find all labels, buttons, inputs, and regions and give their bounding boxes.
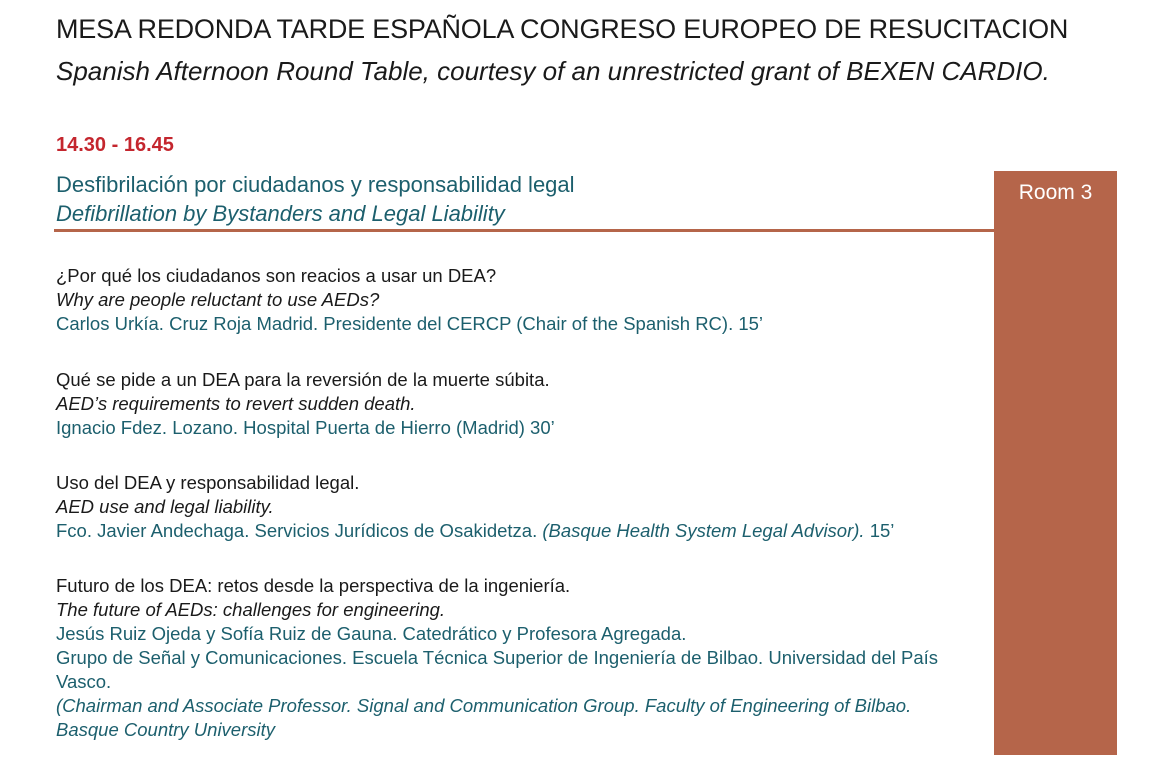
talk-item — [56, 264, 986, 336]
talk-duration: 15’ — [864, 520, 895, 541]
talk-item — [56, 368, 986, 440]
talk-speaker: Ignacio Fdez. Lozano. Hospital Puerta de Hierro (Madrid) 30’ — [56, 417, 555, 438]
page-title: MESA REDONDA TARDE ESPAÑOLA CONGRESO EUROPEO DE RESUCITACION — [56, 14, 1069, 44]
talk-speaker — [56, 519, 986, 543]
room-label: Room 3 — [1018, 181, 1093, 204]
talk-speaker-name: Fco. Javier Andechaga. Servicios Jurídicos de Osakidetza. — [56, 520, 543, 541]
talk-title-es: ¿Por qué los ciudadanos son reacios a usar un DEA? — [56, 265, 497, 286]
page-subtitle: Spanish Afternoon Round Table, courtesy of an unrestricted grant of BEXEN CARDIO. — [56, 56, 1050, 86]
talk-speaker-affiliation-en: (Basque Health System Legal Advisor). — [542, 520, 865, 541]
room-sidebar — [994, 171, 1117, 755]
talk-speaker: Carlos Urkía. Cruz Roja Madrid. Presidente del CERCP (Chair of the Spanish RC). 15’ — [56, 313, 764, 334]
talk-speaker-affiliation: Grupo de Señal y Comunicaciones. Escuela Técnica Superior de Ingeniería de Bilbao. Universidad del País — [56, 647, 939, 668]
talk-speaker-affiliation-en: Basque Country University — [56, 719, 276, 740]
talk-speaker-affiliation: Vasco. — [56, 671, 112, 692]
talk-title-en: AED use and legal liability. — [56, 496, 274, 517]
session-time: 14.30 - 16.45 — [56, 134, 174, 156]
talk-title-es: Uso del DEA y responsabilidad legal. — [56, 472, 360, 493]
talk-item — [56, 574, 986, 742]
session-divider — [54, 229, 994, 232]
talk-title-en: AED’s requirements to revert sudden death. — [56, 393, 416, 414]
session-title-es: Desfibrilación por ciudadanos y responsabilidad legal — [56, 172, 575, 197]
talk-title-en: Why are people reluctant to use AEDs? — [56, 289, 380, 310]
talk-speaker-affiliation-en: (Chairman and Associate Professor. Signal and Communication Group. Faculty of Engineering of Bilbao. — [56, 695, 912, 716]
talk-title-es: Qué se pide a un DEA para la reversión de la muerte súbita. — [56, 369, 550, 390]
session-title-en: Defibrillation by Bystanders and Legal Liability — [56, 201, 505, 226]
talk-item — [56, 471, 986, 543]
talk-speaker: Jesús Ruiz Ojeda y Sofía Ruiz de Gauna. Catedrático y Profesora Agregada. — [56, 623, 687, 644]
talk-title-en: The future of AEDs: challenges for engineering. — [56, 599, 446, 620]
talk-title-es: Futuro de los DEA: retos desde la perspectiva de la ingeniería. — [56, 575, 571, 596]
